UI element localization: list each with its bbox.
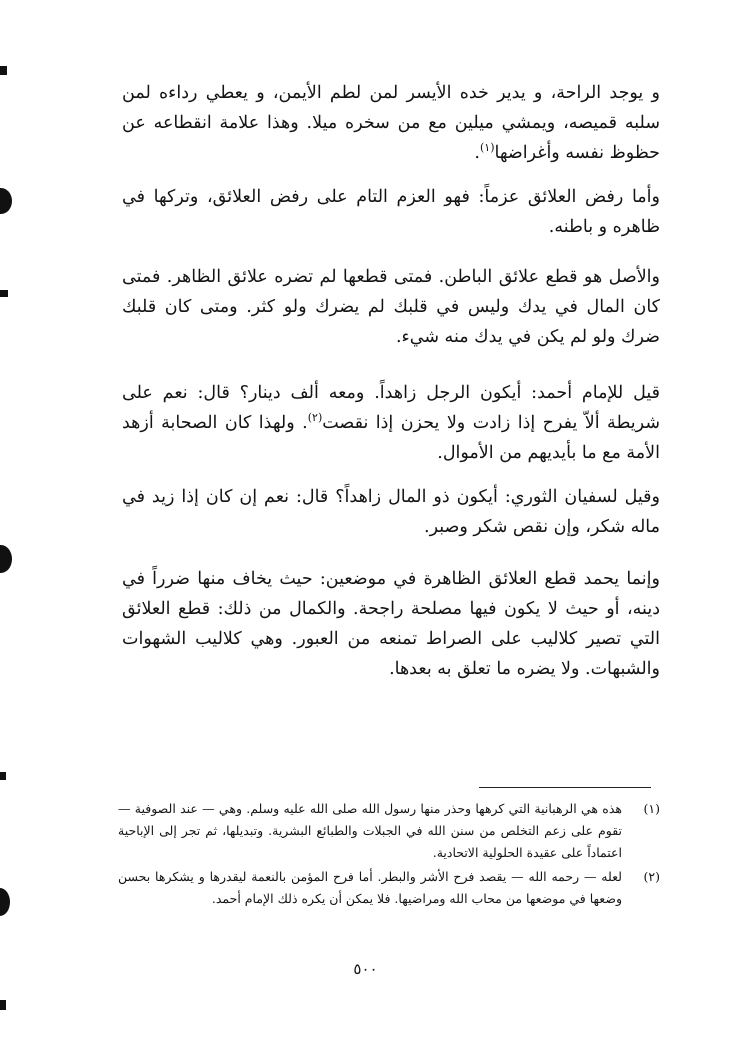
paragraph-2: وأما رفض العلائق عزماً: فهو العزم التام على رفض العلائق، وتركها في ظاهره و باطنه. <box>122 187 660 237</box>
footnote-1 <box>118 798 660 864</box>
paragraph-3: والأصل هو قطع علائق الباطن. فمتى قطعها لم تضره علائق الظاهر. فمتى كان المال في يدك وليس في قلبك لم يضرك ولو كثر. ومتى كان قلبك ضرك ولو لم يكن في يدك منه شيء. <box>122 267 660 347</box>
scan-mark-4 <box>0 1000 6 1010</box>
scan-hole-1 <box>0 188 12 214</box>
paragraph-1-text: و يوجد الراحة، و يدير خده الأيسر لمن لطم الأيمن، و يعطي رداءه لمن سلبه قميصه، ويمشي ميلين مع من سخره ميلا. وهذا علامة انقطاعه عن حظوظ نفسه وأغراضها <box>122 83 660 163</box>
scan-hole-3 <box>0 888 10 916</box>
paragraph-4 <box>122 378 660 468</box>
paragraph-6: وإنما يحمد قطع العلائق الظاهرة في موضعين: حيث يخاف منها ضرراً في دينه، أو حيث لا يكون فيها مصلحة راجحة. والكمال من ذلك: قطع العلائق التي تصير كلاليب على الصراط تمنعه من العبور. وهي كلاليب الشهوات والشبهات. ولا يضره ما تعلق به بعدها. <box>122 569 660 679</box>
footnote-divider <box>479 787 651 788</box>
footnote-ref-1: (١) <box>480 141 495 155</box>
footnote-2-text: لعله — رحمه الله — يقصد فرح الأشر والبطر. أما فرح المؤمن بالنعمة ليقدرها و يشكرها بحسن وضعها في موضعها من محاب الله ومراضيها. فلا يمكن أن يكره ذلك الإمام أحمد. <box>118 869 622 906</box>
main-text <box>122 78 660 684</box>
paragraph-1 <box>122 78 660 168</box>
footnote-ref-2: (٢) <box>307 411 323 425</box>
scan-mark-1 <box>0 66 7 75</box>
footnote-1-text: هذه هي الرهبانية التي كرهها وحذر منها رسول الله صلى الله عليه وسلم. وهي — عند الصوفية — تقوم على زعم التخلص من سنن الله في الجبلات والطبائع البشرية. وتبديلها، ثم تجر إلى الإباحية اعتماداً على عقيدة الحلولية الاتحادية. <box>118 801 622 860</box>
footnote-2-number: (٢) <box>643 869 660 884</box>
scan-mark-2 <box>0 290 8 297</box>
scan-hole-2 <box>0 545 12 573</box>
scan-mark-3 <box>0 772 6 780</box>
page-number: ٥٠٠ <box>353 960 378 978</box>
footnote-2 <box>118 866 660 910</box>
footnote-1-number: (١) <box>643 801 660 816</box>
paragraph-4-text: قيل للإمام أحمد: أيكون الرجل زاهداً. ومعه ألف دينار؟ قال: نعم على شريطة ألاّ يفرح إذا زادت ولا يحزن إذا نقصت <box>122 383 660 433</box>
paragraph-1-tail: . <box>474 143 480 163</box>
footnotes <box>118 798 660 912</box>
paragraph-4-tail: . ولهذا كان الصحابة أزهد الأمة مع ما بأيديهم من الأموال. <box>122 413 660 463</box>
paragraph-5: وقيل لسفيان الثوري: أيكون ذو المال زاهداً؟ قال: نعم إن كان إذا زيد في ماله شكر، وإن نقص شكر وصبر. <box>122 487 660 537</box>
